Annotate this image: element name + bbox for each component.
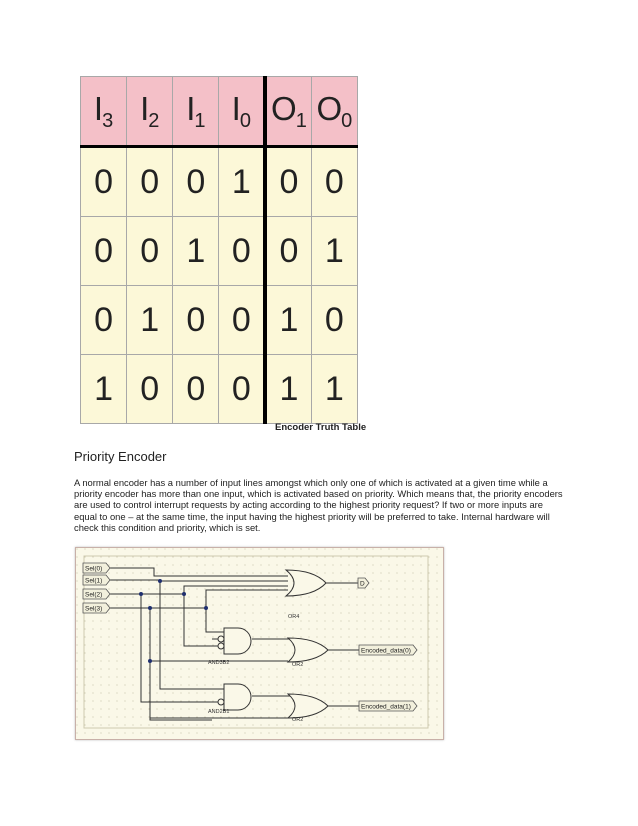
table-cell: 1	[127, 286, 173, 355]
priority-encoder-circuit	[75, 547, 444, 740]
gate-label-and2b1: AND2B1	[208, 709, 230, 715]
table-row	[81, 355, 358, 424]
gate-label-or2-mid: OR2	[292, 662, 304, 668]
input-label-sel2: Sel(2)	[85, 591, 103, 599]
table-cell: 0	[265, 217, 311, 286]
table-cell: 0	[173, 286, 219, 355]
table-cell: 0	[81, 286, 127, 355]
gate-label-or4: OR4	[288, 614, 300, 620]
table-cell: 0	[173, 355, 219, 424]
table-cell: 0	[265, 147, 311, 217]
output-label-d: D	[360, 580, 365, 588]
table-cell: 1	[81, 355, 127, 424]
header-i0: $I_0$	[219, 77, 265, 147]
header-o1: $O_1$	[265, 77, 311, 147]
table-cell: 1	[311, 355, 357, 424]
header-i2: $I_2$	[127, 77, 173, 147]
table-cell: 0	[81, 217, 127, 286]
table-cell: 0	[219, 355, 265, 424]
input-label-sel3: Sel(3)	[85, 605, 103, 613]
truth-table-header-row	[81, 77, 358, 147]
input-label-sel1: Sel(1)	[85, 577, 103, 585]
header-i1: $I_1$	[173, 77, 219, 147]
header-i3: $I_3$	[81, 77, 127, 147]
table-cell: 0	[173, 147, 219, 217]
section-heading: Priority Encoder	[74, 449, 167, 464]
table-cell: 0	[311, 147, 357, 217]
table-cell: 0	[311, 286, 357, 355]
table-cell: 0	[127, 147, 173, 217]
table-cell: 1	[265, 355, 311, 424]
table-cell: 0	[219, 217, 265, 286]
table-cell: 1	[265, 286, 311, 355]
truth-table-caption: Encoder Truth Table	[275, 422, 367, 433]
table-cell: 1	[311, 217, 357, 286]
section-paragraph: A normal encoder has a number of input lines amongst which only one of which is activated at a given time while a priority encoder has more than one input, which is activated based on priority. Which means that, the priority encoders are used to control interrupt requests by acting according to the highest priority request? If two or more inputs are equal to one – at the same time, the input having the highest priority will be preferred to take. Internal hardware will check this condition and priority, which is set.	[74, 477, 563, 533]
table-row	[81, 286, 358, 355]
table-row	[81, 217, 358, 286]
table-cell: 0	[81, 147, 127, 217]
table-cell: 0	[127, 217, 173, 286]
table-cell: 1	[219, 147, 265, 217]
table-cell: 1	[173, 217, 219, 286]
encoder-truth-table	[80, 76, 358, 424]
input-label-sel0: Sel(0)	[85, 565, 103, 573]
circuit-schematic	[76, 548, 443, 739]
table-cell: 0	[127, 355, 173, 424]
output-label-enc1: Encoded_data(1)	[361, 703, 411, 711]
gate-label-or2-bot: OR2	[292, 717, 304, 723]
table-cell: 0	[219, 286, 265, 355]
header-o0: $O_0$	[311, 77, 357, 147]
output-label-enc0: Encoded_data(0)	[361, 647, 411, 655]
table-row	[81, 147, 358, 217]
gate-label-and3b2: AND3B2	[208, 660, 230, 666]
